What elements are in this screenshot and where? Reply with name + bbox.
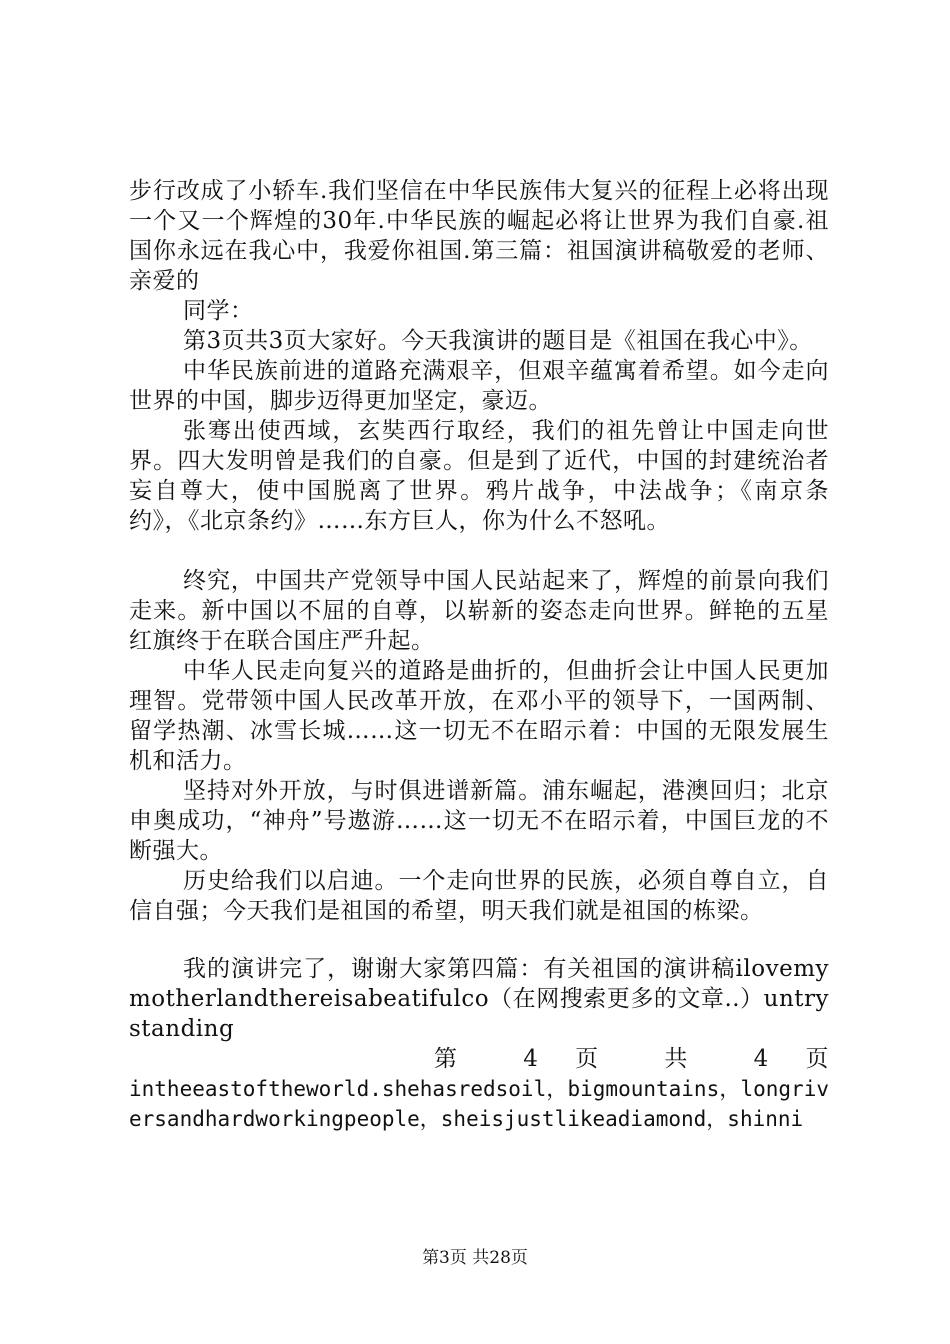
page-count-line: 第 4 页 共 4 页 [434,1046,829,1072]
paragraph-5: 张骞出使西域，玄奘西行取经，我们的祖先曾让中国走向世界。四大发明曾是我们的自豪。但是到了近代，中国的封建统治者妄自尊大，使中国脱离了世界。鸦片战争，中法战争；《南京条约》，《北京条约》……东方巨人，你为什么不怒吼。 [129,418,829,534]
paragraph-english: intheeastoftheworld.shehasredsoil，bigmountains，longriversandhardworkingpeople，sheisjustlikeadiamond，shinni [129,1077,829,1131]
paragraph-4: 中华民族前进的道路充满艰辛，但艰辛蕴寓着希望。如今走向世界的中国，脚步迈得更加坚定，豪迈。 [129,358,829,414]
paragraph-8: 坚持对外开放，与时俱进谱新篇。浦东崛起，港澳回归；北京申奥成功，“神舟”号遨游……这一切无不在昭示着，中国巨龙的不断强大。 [129,778,829,864]
paragraph-10: 我的演讲完了，谢谢大家第四篇：有关祖国的演讲稿ilovemymotherlandthereisabeatifulco（在网搜索更多的文章..）untrystanding [129,956,829,1042]
paragraph-3: 第3页共3页大家好。今天我演讲的题目是《祖国在我心中》。 [183,328,813,354]
paragraph-6: 终究，中国共产党领导中国人民站起来了，辉煌的前景向我们走来。新中国以不屈的自尊，以崭新的姿态走向世界。鲜艳的五星红旗终于在联合国庄严升起。 [129,568,829,654]
document-body [129,176,829,1134]
paragraph-9: 历史给我们以启迪。一个走向世界的民族，必须自尊自立，自信自强；今天我们是祖国的希望，明天我们就是祖国的栋梁。 [129,868,829,924]
page-footer: 第3页 共28页 [422,1248,528,1268]
paragraph-1: 步行改成了小轿车.我们坚信在中华民族伟大复兴的征程上必将出现一个又一个辉煌的30年.中华民族的崛起必将让世界为我们自豪.祖国你永远在我心中，我爱你祖国.第三篇：祖国演讲稿敬爱的老师、亲爱的 [129,178,829,294]
paragraph-2: 同学： [183,298,254,324]
paragraph-7: 中华人民走向复兴的道路是曲折的，但曲折会让中国人民更加理智。党带领中国人民改革开放，在邓小平的领导下，一国两制、留学热潮、冰雪长城……这一切无不在昭示着：中国的无限发展生机和活力。 [129,658,829,774]
